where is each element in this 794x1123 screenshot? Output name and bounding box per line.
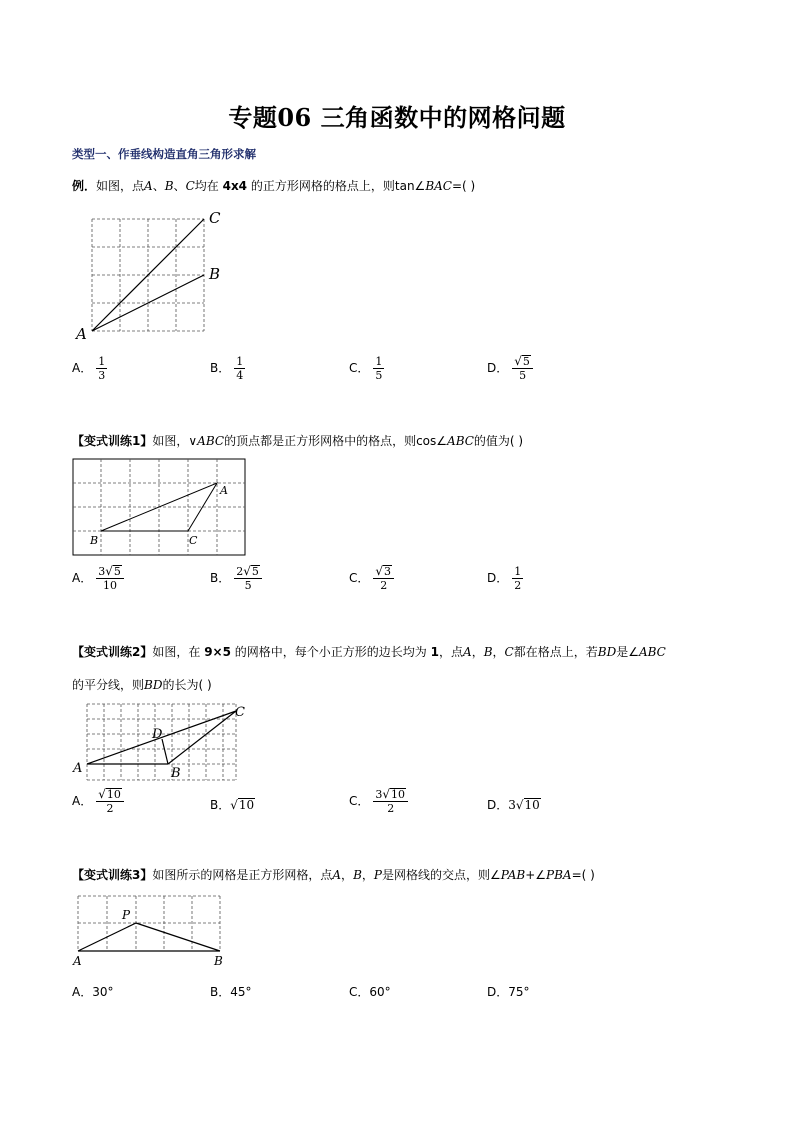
point-b: B [483,645,493,659]
dashed-grid [78,896,220,951]
numerator: 1 [375,355,383,368]
page-title: 专题06 三角函数中的网格问题 [228,103,566,132]
grid-size: 4x4 [222,179,248,193]
fraction [234,355,245,382]
denominator: 10 [103,579,118,592]
denominator: 4 [236,369,244,382]
option-c[interactable] [349,788,408,815]
training-head: 【变式训练3】 [72,868,153,882]
training2-question-line2 [72,676,212,693]
angle-pab: PAB [500,868,526,882]
example-prefix: 例． [72,179,97,193]
section-heading: 类型一、作垂线构造直角三角形求解 [72,147,256,161]
text: 都在格点上，若 [513,645,598,659]
denominator: 2 [514,579,522,592]
point-a: A [144,179,153,193]
fraction [373,355,384,382]
training-head: 【变式训练1】 [72,434,153,448]
numerator: √ 10 [96,788,124,802]
text: 的网格中，每个小正方形的边长均为 [234,645,427,659]
option-letter: A． [72,985,93,999]
fraction [373,788,408,815]
example-question [72,177,475,194]
option-letter: C． [349,794,370,808]
sqrt: √ 10 [515,798,540,812]
segment-pb [136,923,220,951]
example-text-b: 均在 [194,179,219,193]
label-c: C [235,705,245,720]
point-b: B [353,868,362,882]
text: 如图， [152,434,189,448]
training1-grid-figure [72,458,248,558]
tan-label: tan∠ [394,179,426,193]
text: 如图所示的网格是正方形网格，点 [152,868,333,882]
label-b: B [209,265,221,283]
fraction [96,565,124,592]
point-a: A [332,868,342,882]
numerator: 3 √ 10 [373,788,408,802]
option-letter: C． [349,571,370,585]
answer-blank: 的长为( ) [162,678,212,692]
segment-bd: BD [597,645,617,659]
option-letter: D． [487,361,509,375]
option-letter: B． [210,361,231,375]
option-letter: B． [210,571,231,585]
label-a: A [76,325,87,343]
angle-bac: BAC [425,179,452,193]
angle-abc: ABC [447,434,474,448]
option-d[interactable] [487,983,530,1000]
option-b[interactable] [210,796,255,813]
denominator: 5 [375,369,383,382]
denominator: 5 [519,369,527,382]
option-d[interactable] [487,565,523,592]
option-d[interactable]: D．3 √ 10 [487,798,540,812]
numerator: 1 [514,565,522,578]
text: 的平分线，则 [72,678,145,692]
answer-blank: =( ) [451,179,476,193]
point-p: P [373,868,382,882]
option-a[interactable] [72,355,107,382]
triangle-abc: ABC [197,434,225,448]
fraction [512,355,533,382]
denominator: 2 [387,802,395,815]
label-d: D [152,727,163,742]
label-c: C [209,209,221,227]
fraction [373,565,394,592]
option-letter: D． [487,798,509,812]
training3-grid-figure [70,893,235,968]
numerator: 2 √ 5 [234,565,262,579]
option-letter: A． [72,571,93,585]
label-b: B [90,534,99,547]
point-c: C [185,179,195,193]
side-length: 1 [430,645,439,659]
option-letter: D． [487,571,509,585]
grid-size: 9×5 [204,645,231,659]
fraction [512,565,523,592]
option-b[interactable] [210,355,245,382]
label-b: B [214,954,223,968]
numerator: 1 [98,355,106,368]
training3-question: 【变式训练3】如图所示的网格是正方形网格，点A，B，P是网格线的交点，则∠PAB+∠PBA=( ) [72,868,595,882]
denominator: 3 [98,369,106,382]
option-value: 30° [92,985,114,999]
example-text-c: 的正方形网格的格点上，则 [250,179,395,193]
label-a: A [73,954,82,968]
training1-question [72,432,523,449]
cos-label: cos∠ [416,434,448,448]
option-letter: B． [210,798,231,812]
option-letter: C． [349,361,370,375]
text: 如图，在 [152,645,201,659]
label-p: P [122,908,131,922]
option-letter: D． [487,985,509,999]
option-letter: C． [349,985,370,999]
label-b: B [171,766,181,781]
numerator: 1 [236,355,244,368]
example-grid-figure [70,205,230,345]
fraction [234,565,262,592]
denominator: 5 [244,579,252,592]
option-value: 60° [369,985,391,999]
training-head: 【变式训练2】 [72,645,153,659]
example-text-a: 如图，点 [96,179,145,193]
text: 的顶点都是正方形网格中的格点，则 [224,434,417,448]
option-letter: B． [210,985,231,999]
option-a[interactable] [72,788,124,815]
fraction [96,355,107,382]
numerator [512,355,533,369]
option-a[interactable] [72,565,124,592]
numerator: √ 3 [373,565,394,579]
option-value: 45° [230,985,252,999]
option-c[interactable] [349,983,391,1000]
text: 是网格线的交点，则∠ [381,868,501,882]
text: ，点 [439,645,464,659]
option-c[interactable] [349,355,384,382]
angle-abc: ABC [638,645,666,659]
option-a[interactable] [72,983,114,1000]
sep: 、 [152,179,165,193]
sqrt: √ 10 [230,798,255,812]
point-b: B [164,179,174,193]
text: 是∠ [616,645,639,659]
angle-pba: PBA [546,868,572,882]
sqrt: √ 5 [514,354,530,368]
option-value: 75° [508,985,530,999]
answer-blank: 的值为( ) [473,434,524,448]
label-a: A [220,484,228,497]
dashed-grid [87,704,236,780]
denominator: 2 [380,579,388,592]
option-letter: A． [72,794,93,808]
point-a: A [463,645,472,659]
segment-bd: BD [144,678,163,692]
training2-question-line1: 【变式训练2】如图，在 9×5 的网格中，每个小正方形的边长均为 1，点A，B，C都在格点上，若BD是∠ABC [72,645,666,659]
option-letter: A． [72,361,93,375]
numerator: 3 √ 5 [96,565,124,579]
label-c: C [189,534,198,547]
sep: 、 [173,179,186,193]
training2-grid-figure [70,700,255,785]
option-d[interactable] [487,355,533,382]
fraction [96,788,124,815]
segment-bd [162,739,168,764]
option-c[interactable] [349,565,394,592]
triangle-symbol: ∨ [188,434,198,448]
option-b[interactable] [210,565,262,592]
denominator: 2 [106,802,114,815]
answer-blank: =( ) [571,868,595,882]
option-b[interactable] [210,983,252,1000]
point-c: C [504,645,514,659]
label-a: A [73,761,83,776]
